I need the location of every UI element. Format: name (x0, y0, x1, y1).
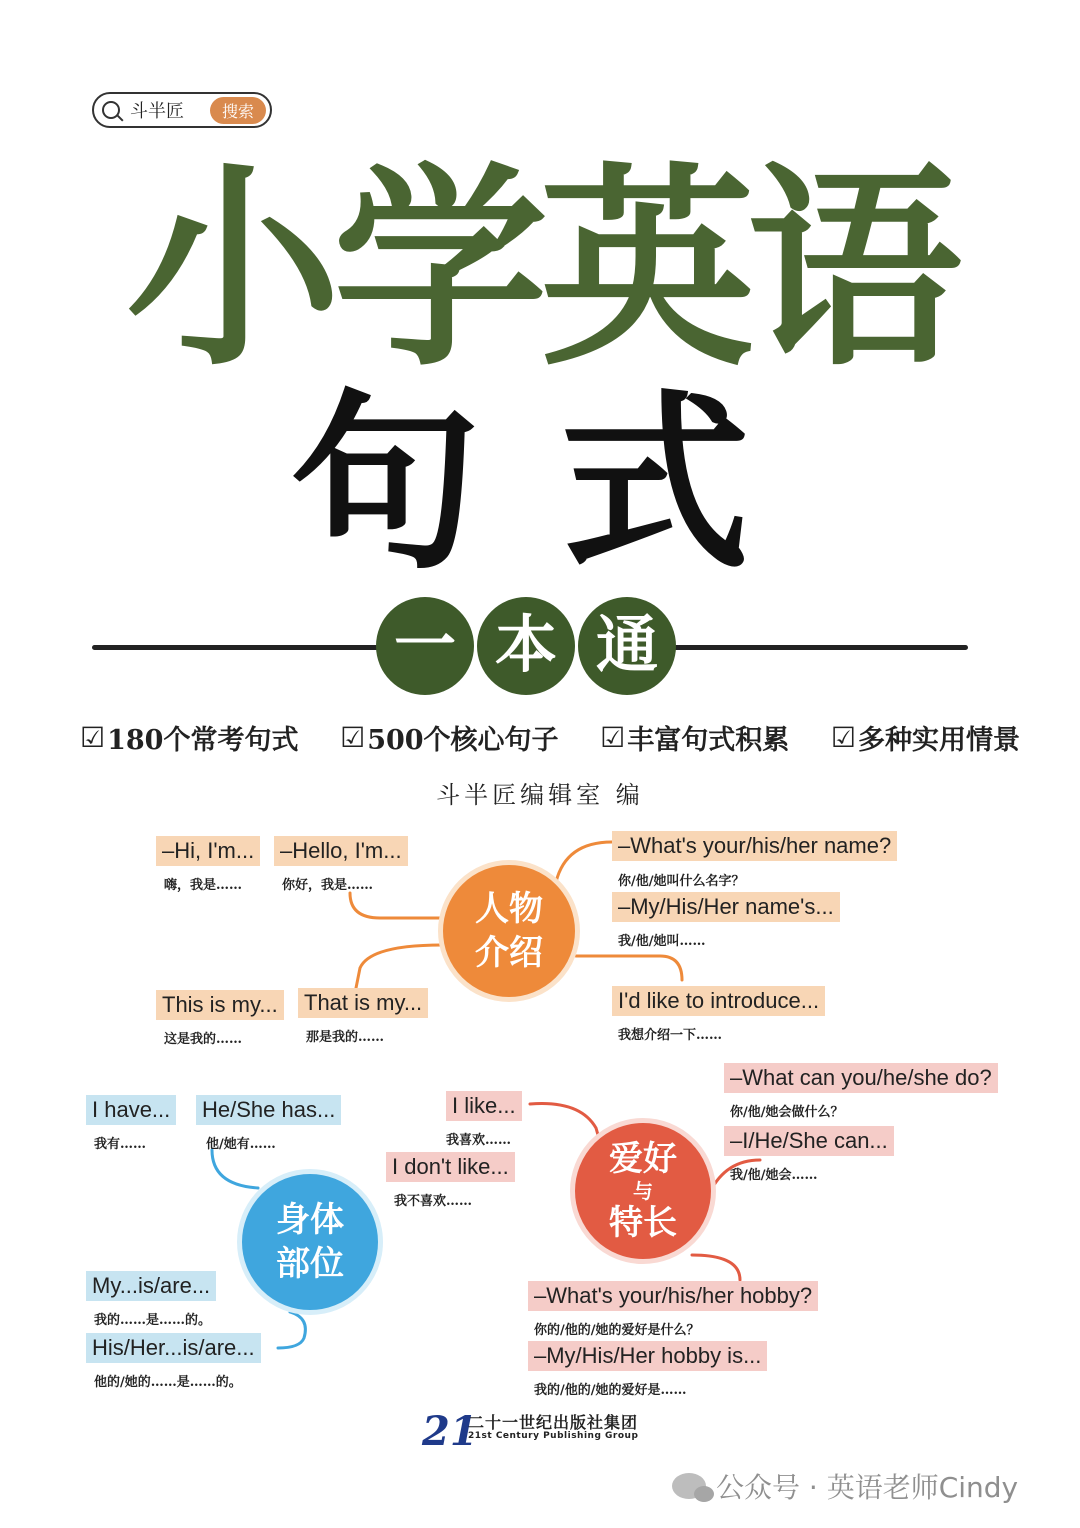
phrase-what-can-you-do-translation: 你/他/她会做什么？ (730, 1105, 844, 1120)
checkbox-icon: ☑ (600, 721, 626, 754)
feature-item: ☑ 180个常考句式 (80, 721, 299, 756)
publisher-name-english: 21st Century Publishing Group (468, 1431, 639, 1441)
checkbox-icon: ☑ (830, 721, 856, 754)
phrase-hi-translation: 嗨，我是…… (164, 878, 243, 893)
wechat-icon (672, 1473, 706, 1499)
checkbox-icon: ☑ (80, 721, 106, 754)
hub-hobbies: 爱好 与 特长 (570, 1118, 716, 1264)
phrase-my-hobby-is-translation: 我的/他的/她的爱好是…… (534, 1383, 687, 1398)
feature-item: ☑ 多种实用情景 (830, 721, 1020, 756)
phrase-that-is-my: That is my... (298, 988, 428, 1018)
book-title: 小学英语 (126, 144, 954, 395)
search-brand: 斗半匠 (130, 101, 184, 122)
phrase-my-is-are: My...is/are... (86, 1271, 216, 1301)
phrase-my-name: –My/His/Her name's... (612, 892, 840, 922)
watermark-text: 公众号 · 英语老师Cindy (716, 1471, 1019, 1504)
hub-body-parts: 身体 部位 (237, 1169, 383, 1315)
title-circle-1: 一 (376, 597, 474, 695)
phrase-i-dont-like: I don't like... (386, 1152, 515, 1182)
phrase-i-have-translation: 我有…… (94, 1137, 147, 1152)
editor-credit: 斗半匠编辑室 编 (436, 781, 644, 809)
phrase-my-name-translation: 我/他/她叫…… (618, 934, 706, 949)
feature-item: ☑ 500个核心句子 (340, 721, 559, 756)
phrase-he-has: He/She has... (196, 1095, 341, 1125)
phrase-i-like-translation: 我喜欢…… (446, 1133, 512, 1148)
phrase-whats-your-hobby-translation: 你的/他的/她的爱好是什么？ (534, 1323, 700, 1338)
phrase-my-hobby-is: –My/His/Her hobby is... (528, 1341, 767, 1371)
phrase-he-has-translation: 他/她有…… (206, 1137, 276, 1152)
title-circle-3: 通 (578, 597, 676, 695)
phrase-i-can: –I/He/She can... (724, 1126, 894, 1156)
phrase-introduce: I'd like to introduce... (612, 986, 825, 1016)
hub-introduction: 人物 介绍 (438, 860, 580, 1002)
phrase-i-like: I like... (446, 1091, 522, 1121)
phrase-what-can-you-do: –What can you/he/she do? (724, 1063, 998, 1093)
phrase-i-dont-like-translation: 我不喜欢…… (394, 1194, 473, 1209)
phrase-his-her-is-are: His/Her...is/are... (86, 1333, 261, 1363)
phrase-i-have: I have... (86, 1095, 176, 1125)
feature-item: ☑ 丰富句式积累 (600, 721, 790, 756)
phrase-hi: –Hi, I'm... (156, 836, 260, 866)
book-subtitle: 句式 (289, 374, 830, 595)
phrase-whats-your-name: –What's your/his/her name? (612, 831, 897, 861)
watermark (672, 1466, 1018, 1506)
phrase-i-can-translation: 我/他/她会…… (730, 1168, 818, 1183)
phrase-this-is-my: This is my... (156, 990, 284, 1020)
phrase-hello: –Hello, I'm... (274, 836, 408, 866)
search-button[interactable]: 搜索 (210, 97, 266, 124)
phrase-hello-translation: 你好，我是…… (282, 878, 374, 893)
phrase-introduce-translation: 我想介绍一下…… (618, 1028, 723, 1043)
publisher-name: 二十一世纪出版社集团 (468, 1413, 639, 1432)
phrase-my-is-are-translation: 我的……是……的。 (94, 1313, 212, 1328)
checkbox-icon: ☑ (340, 721, 366, 754)
phrase-this-is-my-translation: 这是我的…… (164, 1032, 243, 1047)
title-circle-2: 本 (477, 597, 575, 695)
publisher-logo: 21 (422, 1408, 478, 1455)
phrase-whats-your-name-translation: 你/他/她叫什么名字？ (618, 874, 745, 889)
phrase-whats-your-hobby: –What's your/his/her hobby? (528, 1281, 818, 1311)
phrase-that-is-my-translation: 那是我的…… (306, 1030, 385, 1045)
phrase-his-her-is-are-translation: 他的/她的……是……的。 (94, 1375, 242, 1390)
